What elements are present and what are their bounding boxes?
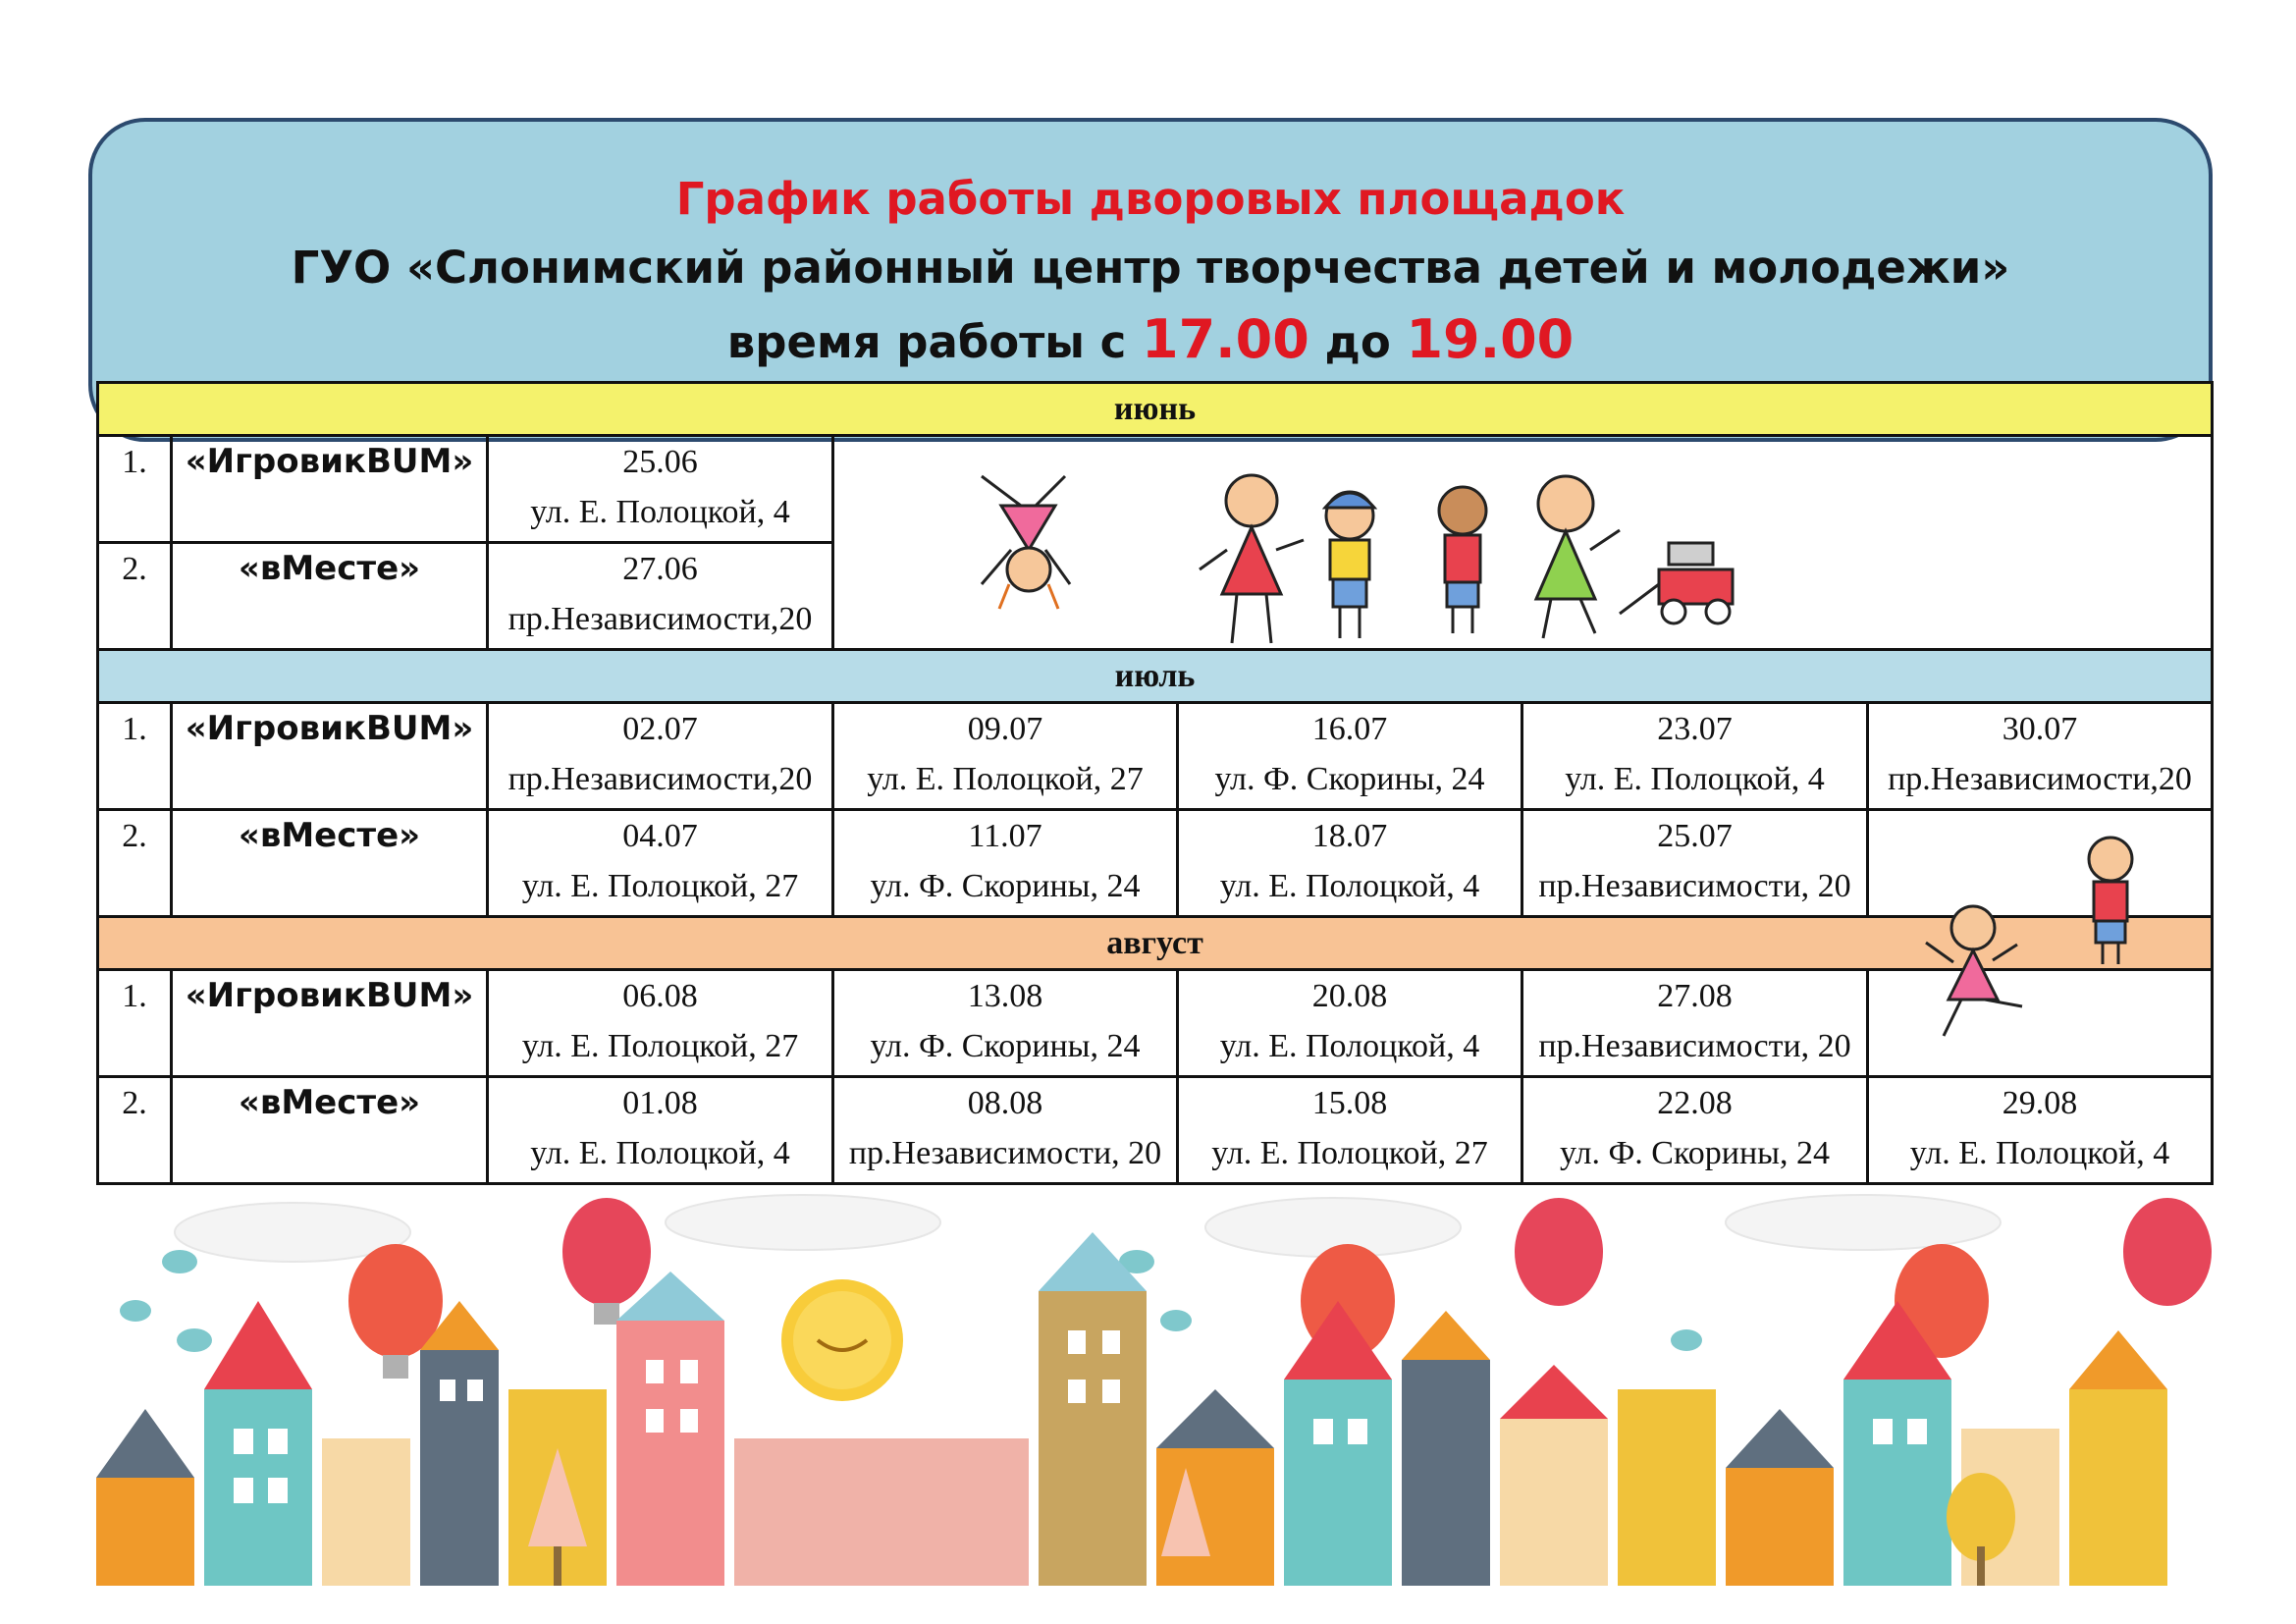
table-row — [98, 703, 2213, 810]
row-number: 1. — [98, 703, 172, 810]
cell-address: пр.Независимости,20 — [507, 601, 813, 637]
schedule-cell — [488, 543, 833, 650]
cell-address: пр.Независимости,20 — [1888, 761, 2192, 797]
cell-date: 09.07 — [967, 711, 1043, 747]
table-row — [98, 810, 2213, 917]
working-hours — [92, 308, 2209, 370]
hours-end: 19.00 — [1406, 308, 1575, 370]
schedule-cell — [1178, 810, 1522, 917]
cell-date: 20.08 — [1311, 978, 1388, 1014]
table-row — [98, 436, 2213, 543]
cell-date: 30.07 — [2002, 711, 2078, 747]
cell-date: 15.08 — [1311, 1085, 1388, 1121]
month-label: июнь — [98, 383, 2213, 436]
cell-address: ул. Е. Полоцкой, 27 — [1211, 1135, 1488, 1171]
schedule-cell — [488, 703, 833, 810]
month-label: август — [98, 917, 2213, 970]
cell-date: 23.07 — [1657, 711, 1733, 747]
cell-address: ул. Е. Полоцкой, 27 — [867, 761, 1144, 797]
cell-date: 18.07 — [1311, 818, 1388, 854]
cell-address: ул. Ф. Скорины, 24 — [1214, 761, 1485, 797]
cell-address: ул. Е. Полоцкой, 4 — [1219, 1028, 1480, 1064]
cell-address: ул. Е. Полоцкой, 4 — [530, 494, 790, 530]
cell-address: ул. Е. Полоцкой, 4 — [530, 1135, 790, 1171]
cell-address: ул. Ф. Скорины, 24 — [1559, 1135, 1831, 1171]
schedule-table — [96, 381, 2214, 1185]
schedule-cell — [1522, 1077, 1868, 1184]
kids-corner-icon — [1914, 835, 2160, 1051]
cell-address: ул. Е. Полоцкой, 4 — [1565, 761, 1825, 797]
cell-address: ул. Е. Полоцкой, 27 — [521, 1028, 799, 1064]
cell-address: пр.Независимости, 20 — [1538, 1028, 1851, 1064]
row-number: 2. — [98, 1077, 172, 1184]
cell-address: пр.Независимости, 20 — [848, 1135, 1162, 1171]
cell-date: 06.08 — [622, 978, 698, 1014]
cell-date: 11.07 — [968, 818, 1042, 854]
schedule-cell — [1522, 703, 1868, 810]
cell-date: 01.08 — [622, 1085, 698, 1121]
group-name: «ИгровикBUM» — [172, 703, 488, 810]
schedule-cell — [488, 810, 833, 917]
cell-date: 13.08 — [967, 978, 1043, 1014]
hours-prefix: время работы с — [726, 316, 1127, 368]
schedule-cell — [833, 1077, 1178, 1184]
organization-name: ГУО «Слонимский районный центр творчества детей и молодежи» — [291, 242, 2010, 294]
cell-address: пр.Независимости, 20 — [1538, 868, 1851, 904]
cell-date: 29.08 — [2002, 1085, 2078, 1121]
month-row-august — [98, 917, 2213, 970]
cell-address: ул. Ф. Скорины, 24 — [870, 1028, 1141, 1064]
schedule-cell — [1868, 703, 2213, 810]
cell-address: ул. Е. Полоцкой, 27 — [521, 868, 799, 904]
hours-mid: до — [1324, 316, 1391, 368]
cell-date: 02.07 — [622, 711, 698, 747]
group-name: «ИгровикBUM» — [172, 970, 488, 1077]
cell-date: 27.06 — [622, 551, 698, 587]
month-row-july — [98, 650, 2213, 703]
city-skyline-icon — [96, 1193, 2216, 1586]
hours-start: 17.00 — [1142, 308, 1309, 370]
cell-date: 27.08 — [1657, 978, 1733, 1014]
month-row-june — [98, 383, 2213, 436]
table-row — [98, 1077, 2213, 1184]
schedule-cell — [833, 970, 1178, 1077]
group-name: «вМесте» — [172, 810, 488, 917]
schedule-cell — [488, 1077, 833, 1184]
page-title: График работы дворовых площадок — [675, 173, 1626, 225]
schedule-cell — [833, 703, 1178, 810]
cell-date: 04.07 — [622, 818, 698, 854]
schedule-cell — [1522, 970, 1868, 1077]
schedule-cell — [1178, 970, 1522, 1077]
schedule-cell — [1522, 810, 1868, 917]
cell-address: ул. Ф. Скорины, 24 — [870, 868, 1141, 904]
row-number: 2. — [98, 543, 172, 650]
row-number: 2. — [98, 810, 172, 917]
schedule-cell — [1178, 703, 1522, 810]
row-number: 1. — [98, 970, 172, 1077]
month-label: июль — [98, 650, 2213, 703]
cell-date: 22.08 — [1657, 1085, 1733, 1121]
schedule-cell — [1868, 1077, 2213, 1184]
row-number: 1. — [98, 436, 172, 543]
schedule-cell — [833, 810, 1178, 917]
group-name: «вМесте» — [172, 543, 488, 650]
group-name: «ИгровикBUM» — [172, 436, 488, 543]
cell-date: 25.06 — [622, 444, 698, 480]
cell-date: 16.07 — [1311, 711, 1388, 747]
group-name: «вМесте» — [172, 1077, 488, 1184]
schedule-cell — [488, 436, 833, 543]
cell-address: пр.Независимости,20 — [507, 761, 813, 797]
cell-address: ул. Е. Полоцкой, 4 — [1909, 1135, 2170, 1171]
schedule-cell — [1178, 1077, 1522, 1184]
schedule-cell — [488, 970, 833, 1077]
cell-address: ул. Е. Полоцкой, 4 — [1219, 868, 1480, 904]
kids-drawing-icon — [833, 436, 2213, 650]
table-row — [98, 970, 2213, 1077]
cell-date: 08.08 — [967, 1085, 1043, 1121]
cell-date: 25.07 — [1657, 818, 1733, 854]
